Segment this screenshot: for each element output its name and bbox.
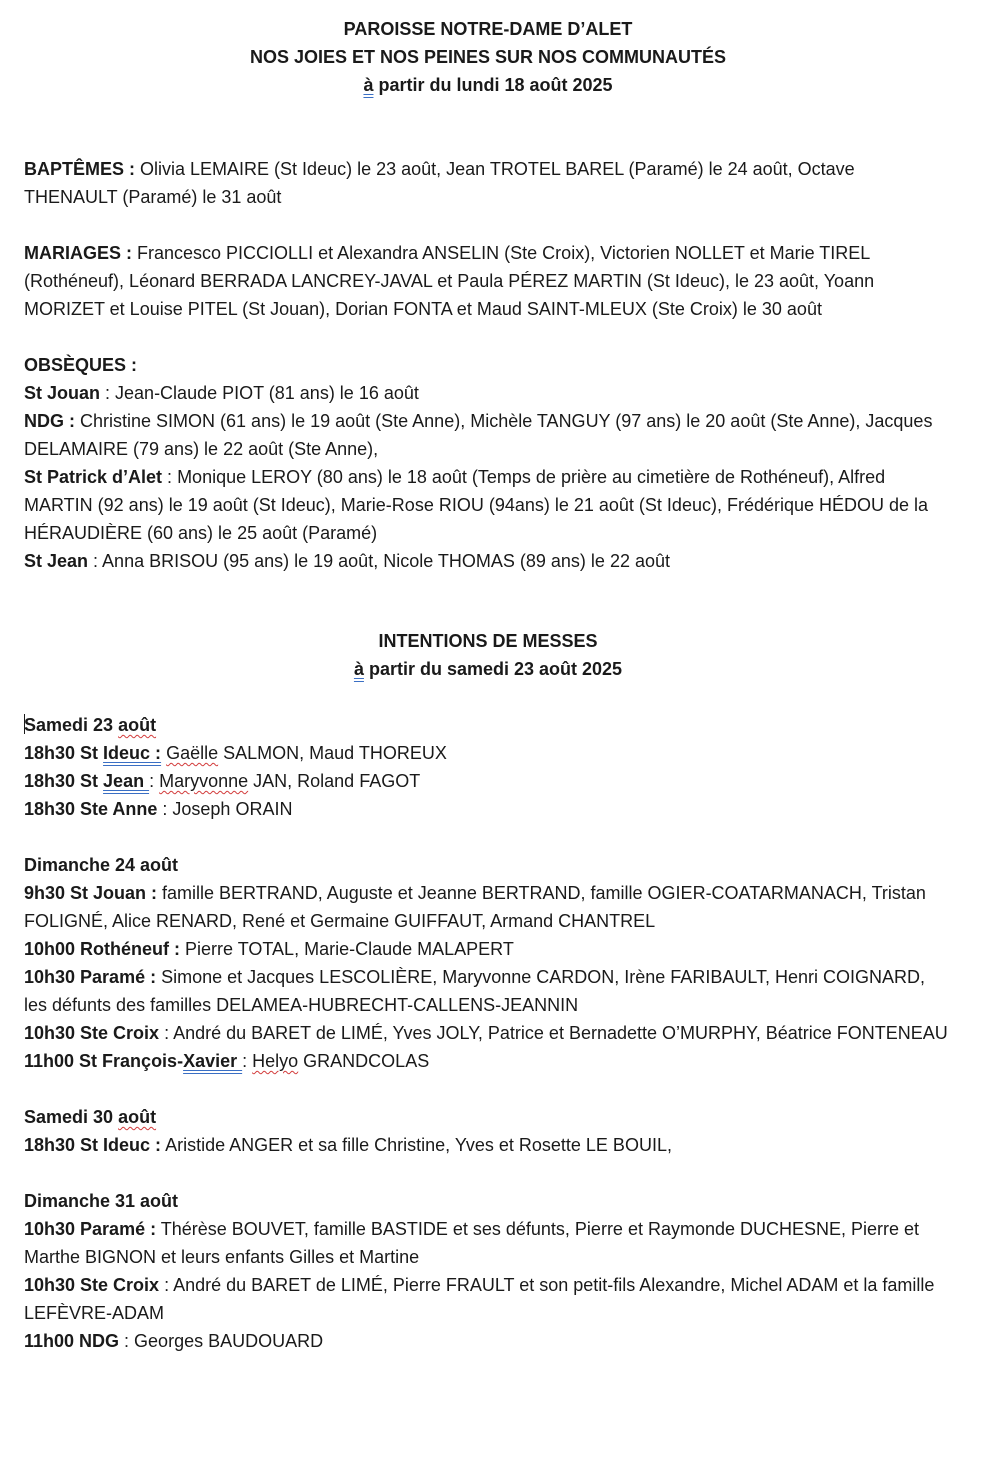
header-date-rest: partir du lundi 18 août 2025 [373,75,613,95]
mass-day-sam30 [24,1103,952,1159]
mass-line: 18h30 Ste Anne : Joseph ORAIN [24,799,293,819]
document-header [24,15,952,99]
obseques-item: St Patrick d’Alet : Monique LEROY (80 ans) le 18 août (Temps de prière au cimetière de Rothéneuf), Alfred MARTIN (92 ans) le 19 août (St Ideuc), Marie-Rose RIOU (94ans) le 21 août (St Ideuc), Frédérique HÉDOU de la HÉRAUDIÈRE (60 ans) le 25 août (Paramé) [24,467,929,543]
header-joys-and-sorrows: NOS JOIES ET NOS PEINES SUR NOS COMMUNAUTÉS [249,47,727,67]
obseques-label: OBSÈQUES : [24,355,138,375]
intentions-date: à partir du samedi 23 août 2025 [353,659,623,679]
mass-line: 10h00 Rothéneuf : Pierre TOTAL, Marie-Claude MALAPERT [24,939,514,959]
mass-line: 18h30 St Jean : Maryvonne JAN, Roland FAGOT [24,771,421,791]
day-title: Dimanche 24 août [24,855,179,875]
obseques-item: St Jouan : Jean-Claude PIOT (81 ans) le 16 août [24,383,419,403]
day-title: Dimanche 31 août [24,1191,179,1211]
mass-line: 10h30 Paramé : Thérèse BOUVET, famille BASTIDE et ses défunts, Pierre et Raymonde DUCHESNE, Pierre et Marthe BIGNON et leurs enfants Gilles et Martine [24,1219,920,1267]
header-date-a: à [363,75,374,95]
section-baptemes [24,155,952,211]
obseques-item: St Jean : Anna BRISOU (95 ans) le 19 août, Nicole THOMAS (89 ans) le 22 août [24,551,670,571]
header-parish: PAROISSE NOTRE-DAME D’ALET [343,19,633,39]
mass-day-sam23 [24,711,952,823]
baptemes-text: Olivia LEMAIRE (St Ideuc) le 23 août, Jean TROTEL BAREL (Paramé) le 24 août, Octave THENAULT (Paramé) le 31 août [24,159,855,207]
header-date [24,71,952,99]
day-title: Samedi 23 août [24,715,157,735]
day-title: Samedi 30 août [24,1107,157,1127]
mariages-text: Francesco PICCIOLLI et Alexandra ANSELIN (Ste Croix), Victorien NOLLET et Marie TIREL (Rothéneuf), Léonard BERRADA LANCREY-JAVAL et Paula PÉREZ MARTIN (St Ideuc), le 23 août, Yoann MORIZET et Louise PITEL (St Jouan), Dorian FONTA et Maud SAINT-MLEUX (Ste Croix) le 30 août [24,243,875,319]
obseques-item: NDG : Christine SIMON (61 ans) le 19 août (Ste Anne), Michèle TANGUY (97 ans) le 20 août (Ste Anne), Jacques DELAMAIRE (79 ans) le 22 août (Ste Anne), [24,411,933,459]
section-obseques [24,351,952,575]
mass-line: 10h30 Ste Croix : André du BARET de LIMÉ, Yves JOLY, Patrice et Bernadette O’MURPHY, Béatrice FONTENEAU [24,1023,948,1043]
mass-line: 9h30 St Jouan : famille BERTRAND, Auguste et Jeanne BERTRAND, famille OGIER-COATARMANACH, Tristan FOLIGNÉ, Alice RENARD, René et Germaine GUIFFAUT, Armand CHANTREL [24,883,926,931]
intentions-title: INTENTIONS DE MESSES [378,631,598,651]
mass-day-dim24 [24,851,952,1075]
baptemes-label: BAPTÊMES : [24,159,136,179]
mass-day-dim31 [24,1187,952,1355]
mass-line: 11h00 NDG : Georges BAUDOUARD [24,1331,324,1351]
intentions-header [24,627,952,683]
mass-line: 10h30 Ste Croix : André du BARET de LIMÉ, Pierre FRAULT et son petit-fils Alexandre, Michel ADAM et la famille LEFÈVRE-ADAM [24,1275,935,1323]
mass-line: 11h00 St François-Xavier : Helyo GRANDCOLAS [24,1051,430,1071]
mass-line: 18h30 St Ideuc : Gaëlle SALMON, Maud THOREUX [24,743,447,763]
section-mariages [24,239,952,323]
mass-line: 10h30 Paramé : Simone et Jacques LESCOLIÈRE, Maryvonne CARDON, Irène FARIBAULT, Henri COIGNARD, les défunts des familles DELAMEA-HUBRECHT-CALLENS-JEANNIN [24,967,926,1015]
mariages-label: MARIAGES : [24,243,132,263]
mass-line: 18h30 St Ideuc : Aristide ANGER et sa fille Christine, Yves et Rosette LE BOUIL, [24,1135,672,1155]
